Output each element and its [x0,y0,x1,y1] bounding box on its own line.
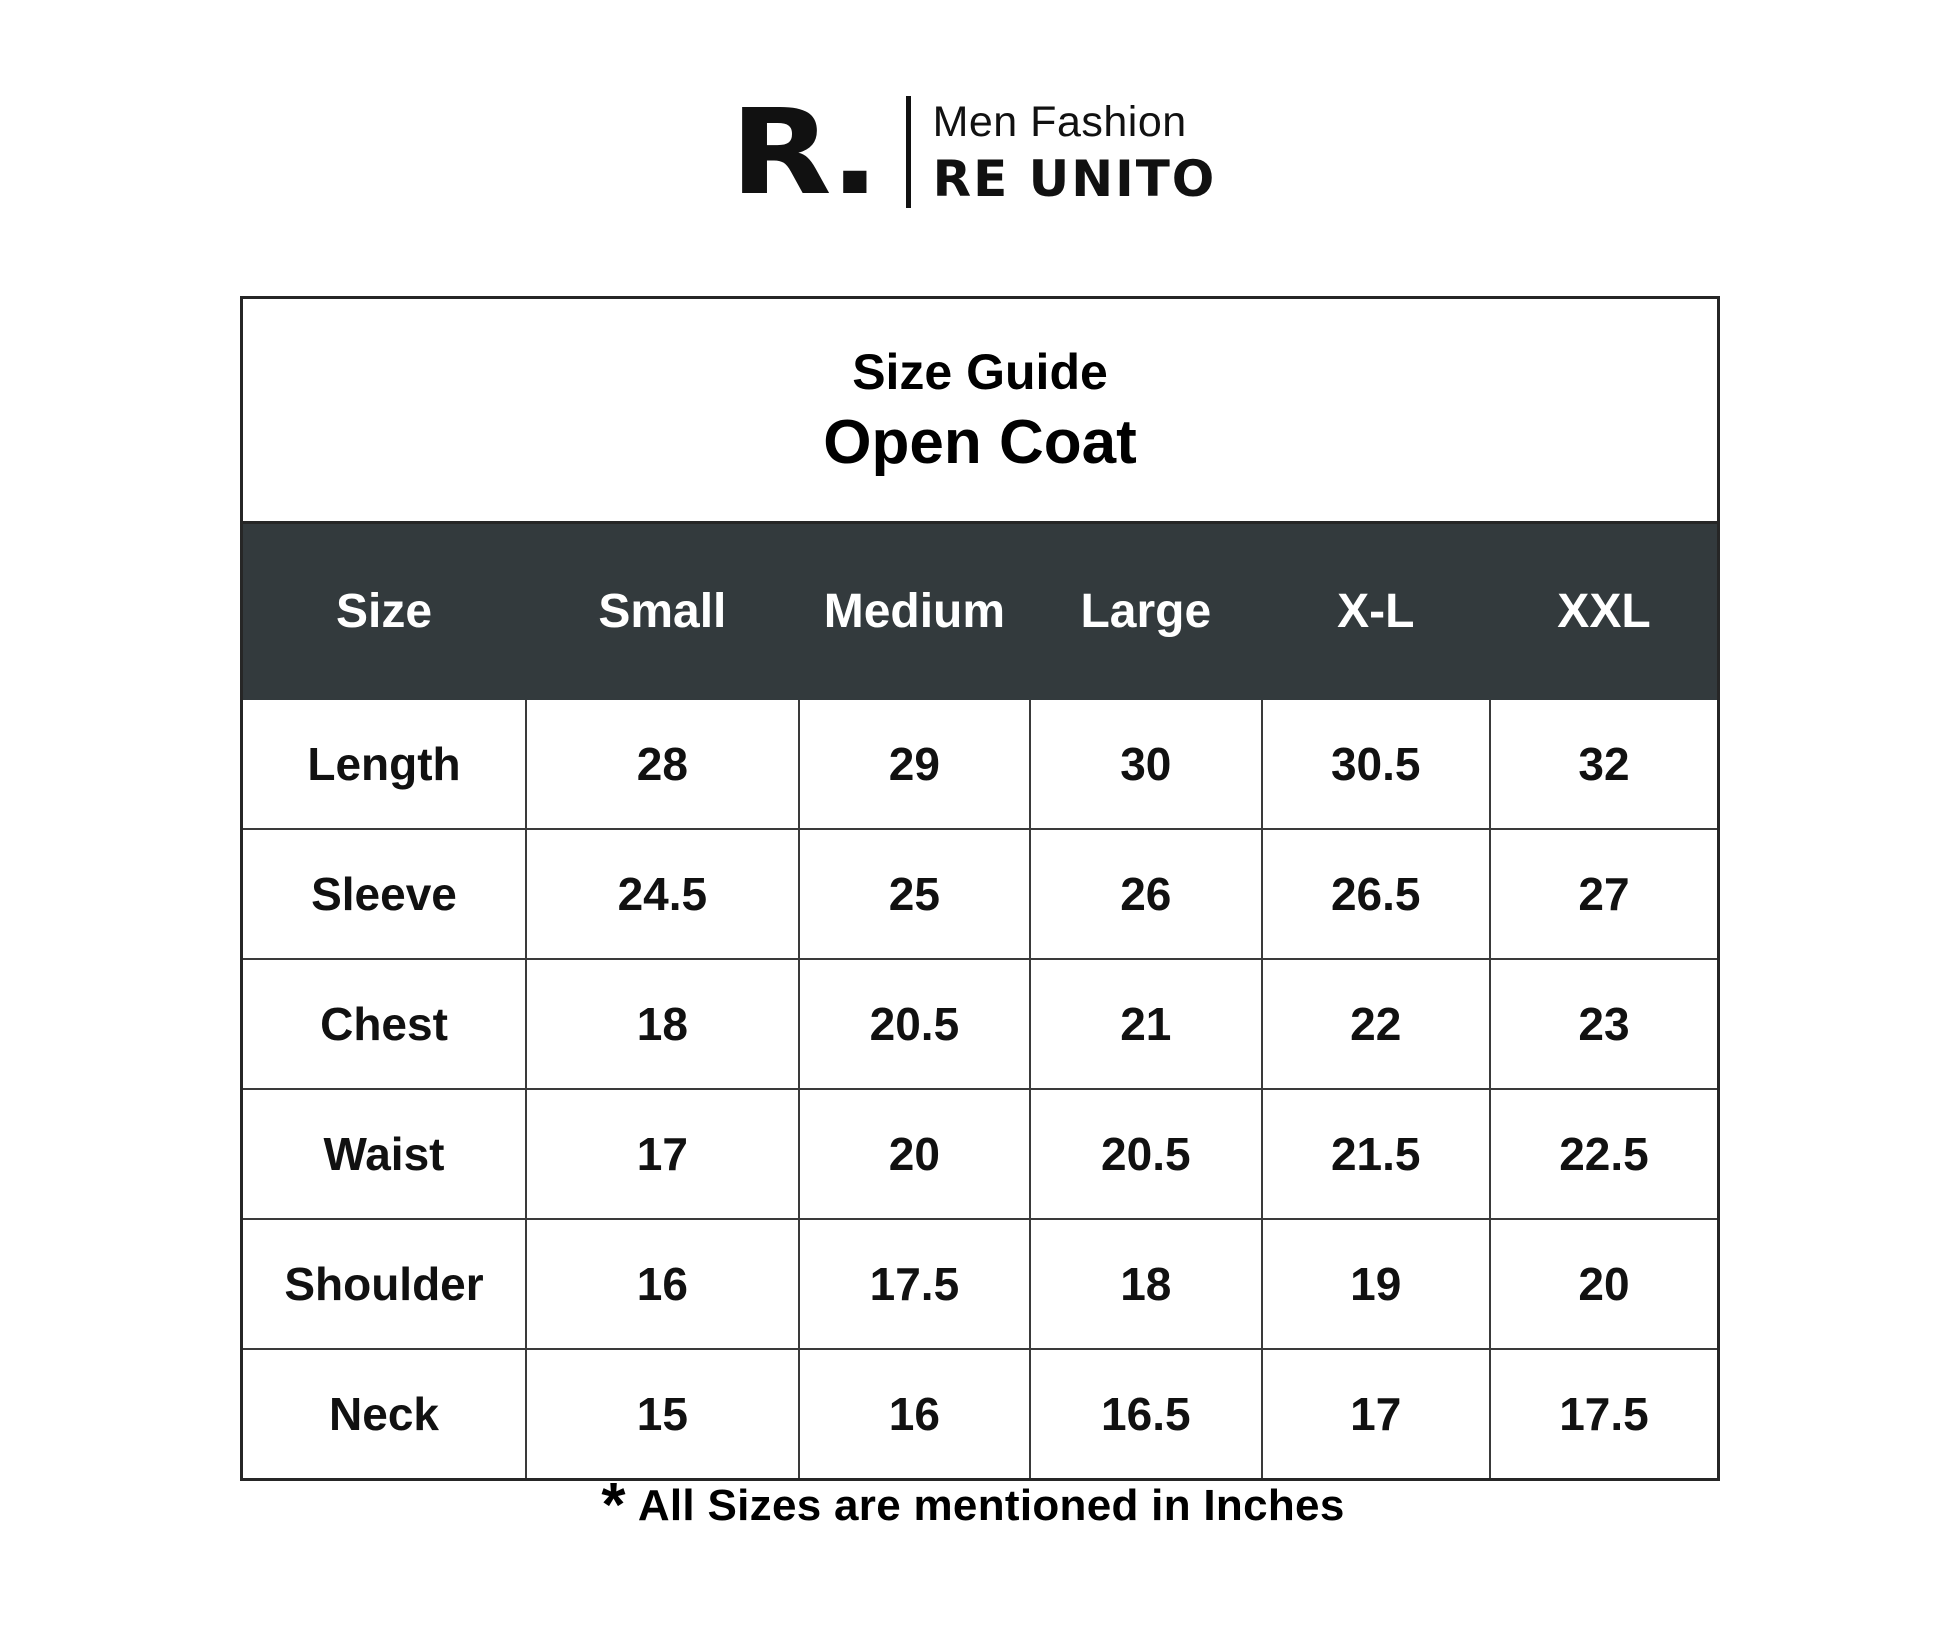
cell-shoulder-medium: 17.5 [799,1219,1030,1349]
cell-shoulder-small: 16 [526,1219,799,1349]
cell-length-xl: 30.5 [1262,699,1490,829]
table-row [243,1349,1717,1478]
cell-waist-small: 17 [526,1089,799,1219]
cell-shoulder-xl: 19 [1262,1219,1490,1349]
cell-chest-xl: 22 [1262,959,1490,1089]
brand-monogram-icon: R. [729,82,876,221]
card-title-block [243,299,1717,524]
column-header-small: Small [526,524,799,699]
cell-length-xxl: 32 [1490,699,1717,829]
cell-waist-xl: 21.5 [1262,1089,1490,1219]
row-label-length: Length [243,699,526,829]
row-label-waist: Waist [243,1089,526,1219]
cell-sleeve-small: 24.5 [526,829,799,959]
size-table-body [243,699,1717,1478]
cell-chest-medium: 20.5 [799,959,1030,1089]
cell-length-small: 28 [526,699,799,829]
cell-neck-medium: 16 [799,1349,1030,1478]
table-row [243,1089,1717,1219]
table-row [243,699,1717,829]
brand-logo [0,82,1946,221]
cell-shoulder-xxl: 20 [1490,1219,1717,1349]
cell-neck-xl: 17 [1262,1349,1490,1478]
cell-chest-small: 18 [526,959,799,1089]
column-header-medium: Medium [799,524,1030,699]
cell-waist-large: 20.5 [1030,1089,1261,1219]
cell-length-large: 30 [1030,699,1261,829]
size-table [243,524,1717,1478]
column-header-xl: X-L [1262,524,1490,699]
size-table-head [243,524,1717,699]
footnote-text: All Sizes are mentioned in Inches [637,1481,1345,1530]
cell-neck-large: 16.5 [1030,1349,1261,1478]
row-label-neck: Neck [243,1349,526,1478]
cell-sleeve-xl: 26.5 [1262,829,1490,959]
column-header-size: Size [243,524,526,699]
cell-length-medium: 29 [799,699,1030,829]
table-row [243,1219,1717,1349]
cell-sleeve-large: 26 [1030,829,1261,959]
size-guide-card [240,296,1720,1481]
brand-logo-inner [729,82,1217,221]
cell-shoulder-large: 18 [1030,1219,1261,1349]
cell-sleeve-xxl: 27 [1490,829,1717,959]
cell-waist-xxl: 22.5 [1490,1089,1717,1219]
cell-sleeve-medium: 25 [799,829,1030,959]
table-row [243,829,1717,959]
row-label-chest: Chest [243,959,526,1089]
row-label-sleeve: Sleeve [243,829,526,959]
page-title: Size Guide [852,344,1108,400]
row-label-shoulder: Shoulder [243,1219,526,1349]
brand-name: RE UNITO [932,149,1217,208]
brand-text [932,97,1217,208]
cell-chest-xxl: 23 [1490,959,1717,1089]
column-header-xxl: XXL [1490,524,1717,699]
table-header-row [243,524,1717,699]
asterisk-icon: * [601,1471,626,1540]
page-subtitle: Open Coat [823,407,1137,477]
cell-neck-small: 15 [526,1349,799,1478]
cell-chest-large: 21 [1030,959,1261,1089]
table-row [243,959,1717,1089]
footnote [0,1470,1946,1541]
cell-neck-xxl: 17.5 [1490,1349,1717,1478]
column-header-large: Large [1030,524,1261,699]
cell-waist-medium: 20 [799,1089,1030,1219]
brand-tagline: Men Fashion [932,97,1187,146]
brand-divider [906,96,911,208]
